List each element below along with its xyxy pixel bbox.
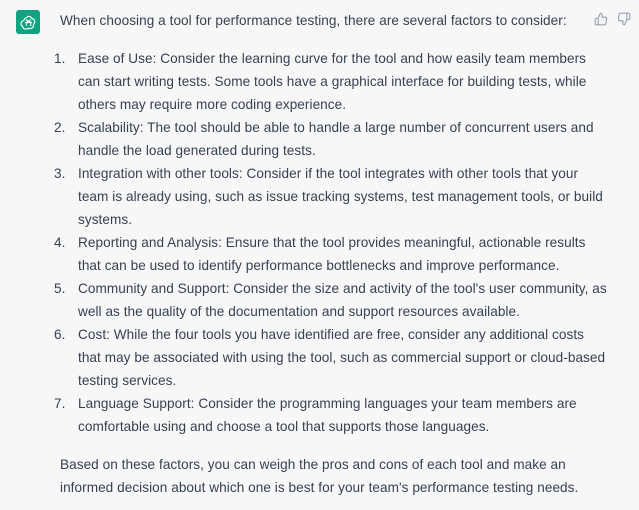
list-item — [54, 47, 608, 116]
message-conclusion: Based on these factors, you can weigh the pros and cons of each tool and make an informed decision about which one is best for your team's performance testing needs. — [60, 457, 579, 495]
list-item-text: Scalability: The tool should be able to handle a large number of concurrent users and handle the load generated during tests. — [78, 120, 594, 158]
thumbs-down-icon — [617, 12, 631, 26]
openai-logo-icon — [20, 14, 37, 31]
list-item-text: Ease of Use: Consider the learning curve for the tool and how easily team members can start writing tests. Some tools have a graphical interface for building tests, while others may require more coding experience. — [78, 51, 587, 112]
list-item-number: 2. — [54, 120, 66, 135]
list-item — [54, 116, 608, 162]
list-item — [54, 392, 608, 438]
factors-list — [54, 47, 607, 438]
list-item — [54, 323, 608, 392]
list-item — [54, 162, 608, 231]
list-item-text: Reporting and Analysis: Ensure that the tool provides meaningful, actionable results that can be used to identify performance bottlenecks and improve performance. — [78, 235, 586, 273]
list-item-number: 6. — [54, 327, 66, 342]
list-item-text: Cost: While the four tools you have identified are free, consider any additional costs that may be associated with using the tool, such as commercial support or cloud-based testing services. — [78, 327, 606, 388]
list-item-text: Language Support: Consider the programming languages your team members are comfortable using and choose a tool that supports those languages. — [78, 396, 577, 434]
list-item-number: 7. — [54, 396, 66, 411]
message-intro: When choosing a tool for performance testing, there are several factors to consider: — [60, 13, 567, 28]
list-item-number: 3. — [54, 166, 66, 181]
list-item-text: Integration with other tools: Consider if the tool integrates with other tools that your team is already using, such as issue tracking systems, test management tools, or build systems. — [78, 166, 603, 227]
assistant-message — [54, 9, 607, 499]
list-item-number: 1. — [54, 51, 66, 66]
assistant-avatar — [16, 10, 40, 34]
list-item — [54, 231, 608, 277]
thumbs-down-button[interactable] — [617, 12, 631, 26]
list-item-number: 5. — [54, 281, 66, 296]
list-item-number: 4. — [54, 235, 66, 250]
list-item — [54, 277, 608, 323]
list-item-text: Community and Support: Consider the size and activity of the tool's user community, as well as the quality of the documentation and support resources available. — [78, 281, 607, 319]
